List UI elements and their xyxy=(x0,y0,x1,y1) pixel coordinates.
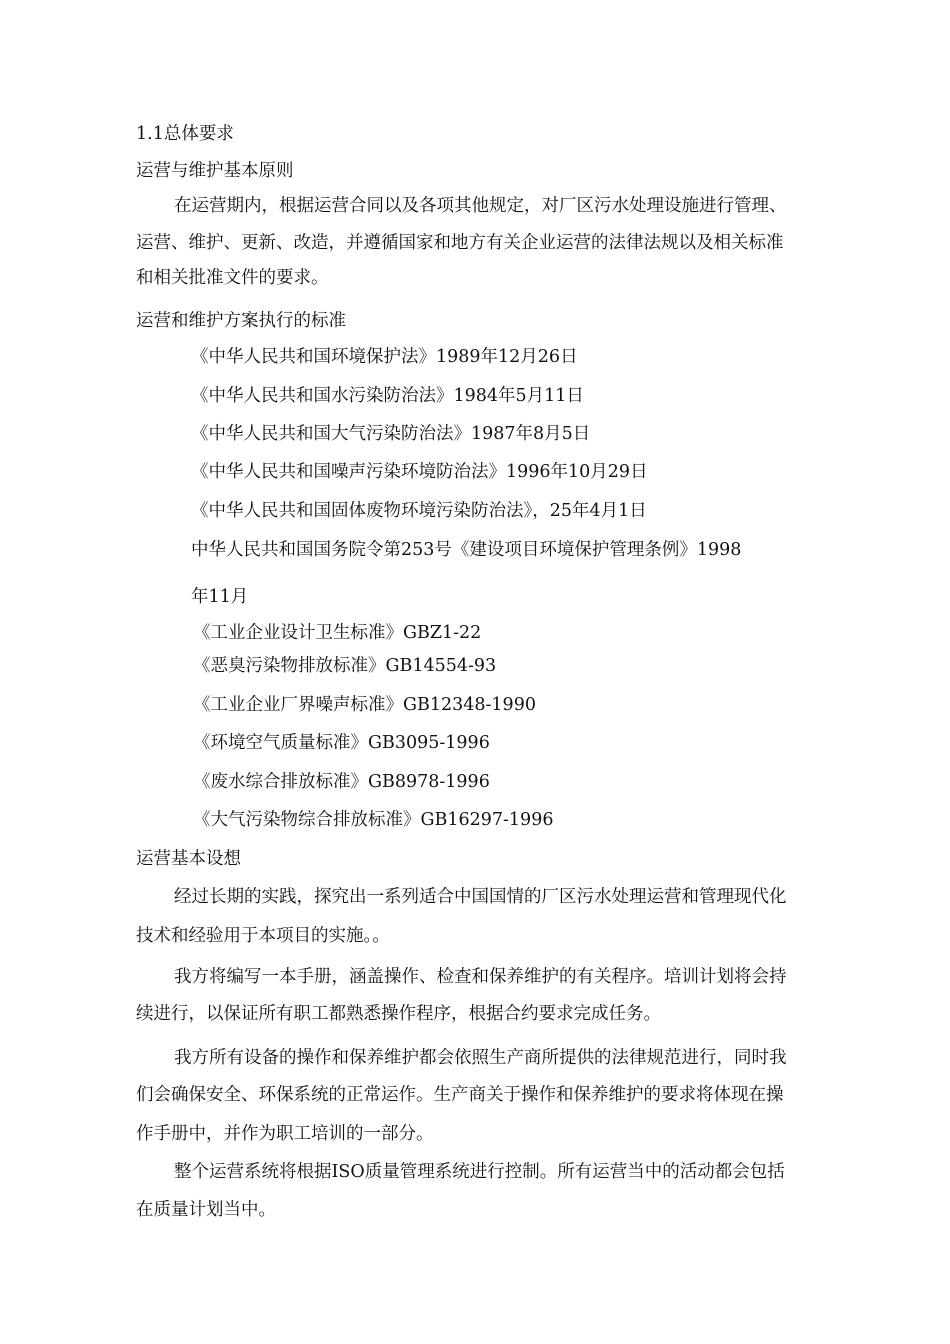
principles-paragraph-line: 和相关批准文件的要求。 xyxy=(136,268,329,288)
concept-paragraph-line: 在质量计划当中。 xyxy=(136,1200,276,1220)
principles-paragraph-line: 在运营期内，根据运营合同以及各项其他规定，对厂区污水处理设施进行管理、 xyxy=(174,196,787,216)
heading-standards: 运营和维护方案执行的标准 xyxy=(136,311,346,331)
concept-paragraph-line: 们会确保安全、环保系统的正常运作。生产商关于操作和保养维护的要求将体现在操 xyxy=(136,1085,784,1105)
concept-paragraph-line: 作手册中，并作为职工培训的一部分。 xyxy=(136,1124,434,1144)
heading-principles: 运营与维护基本原则 xyxy=(136,161,294,181)
standard-item: 《工业企业厂界噪声标准》GB12348-1990 xyxy=(193,695,536,715)
standard-item: 《环境空气质量标准》GB3095-1996 xyxy=(193,733,490,753)
concept-paragraph-line: 技术和经验用于本项目的实施。。 xyxy=(136,926,390,946)
law-item: 《中华人民共和国大气污染防治法》1987年8月5日 xyxy=(191,424,591,444)
principles-paragraph-line: 运营、维护、更新、改造，并遵循国家和地方有关企业运营的法律法规以及相关标准 xyxy=(136,233,784,253)
concept-paragraph-line: 我方将编写一本手册，涵盖操作、检查和保养维护的有关程序。培训计划将会持 xyxy=(174,967,787,987)
concept-paragraph-line: 经过长期的实践，探究出一系列适合中国国情的厂区污水处理运营和管理现代化 xyxy=(174,887,787,907)
section-title: 1.1总体要求 xyxy=(136,124,234,144)
law-item: 《中华人民共和国噪声污染环境防治法》1996年10月29日 xyxy=(191,462,648,482)
regulation-line: 中华人民共和国国务院令第253号《建设项目环境保护管理条例》1998 xyxy=(191,540,742,560)
concept-paragraph-line: 续进行，以保证所有职工都熟悉操作程序，根据合约要求完成任务。 xyxy=(136,1004,661,1024)
heading-concept: 运营基本设想 xyxy=(136,849,241,869)
standard-item: 《废水综合排放标准》GB8978-1996 xyxy=(193,772,490,792)
concept-paragraph-line: 整个运营系统将根据ISO质量管理系统进行控制。所有运营当中的活动都会包括 xyxy=(174,1162,785,1182)
standard-item: 《恶臭污染物排放标准》GB14554-93 xyxy=(193,656,497,676)
law-item: 《中华人民共和国环境保护法》1989年12月26日 xyxy=(191,347,578,367)
law-item: 《中华人民共和国水污染防治法》1984年5月11日 xyxy=(191,386,584,406)
law-item: 《中华人民共和国固体废物环境污染防治法》，25年4月1日 xyxy=(191,501,647,521)
regulation-line: 年11月 xyxy=(191,587,249,607)
concept-paragraph-line: 我方所有设备的操作和保养维护都会依照生产商所提供的法律规范进行，同时我 xyxy=(174,1048,787,1068)
standard-item: 《大气污染物综合排放标准》GB16297-1996 xyxy=(193,810,554,830)
standard-item: 《工业企业设计卫生标准》GBZ1-22 xyxy=(193,623,482,643)
